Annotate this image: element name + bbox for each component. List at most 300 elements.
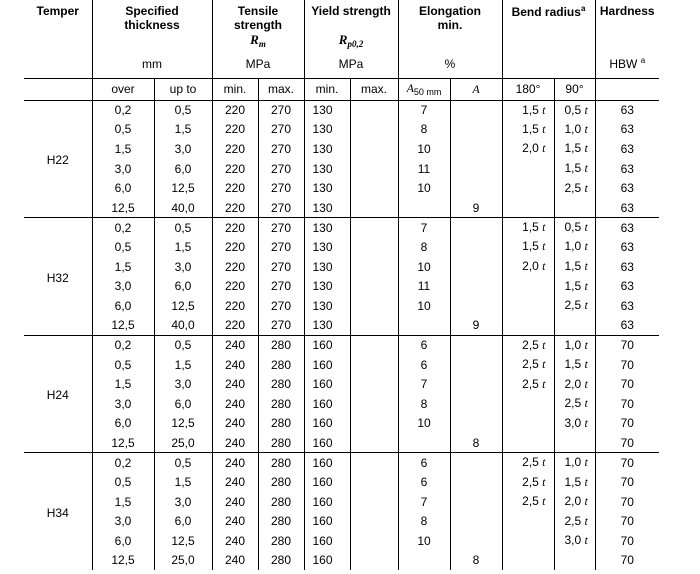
table-row	[24, 335, 659, 355]
up-to-header: up to	[154, 78, 212, 100]
table-row	[24, 159, 659, 179]
tensile-max-cell: 280	[258, 531, 304, 551]
thickness-over-cell: 3,0	[92, 276, 154, 296]
bend-90-cell: 3,0 t	[554, 414, 595, 434]
tensile-max-cell: 270	[258, 237, 304, 257]
elongation-a50-cell	[398, 198, 450, 218]
thickness-over-cell: 3,0	[92, 511, 154, 531]
elongation-a50-cell: 11	[398, 276, 450, 296]
bend-180-cell: 2,5 t	[502, 355, 554, 375]
bend-180-cell: 2,5 t	[502, 374, 554, 394]
hardness-cell: 70	[620, 553, 634, 568]
bend-radius-header: Bend radius$^a$	[502, 0, 595, 50]
thickness-up-to-cell: 40,0	[154, 316, 212, 336]
elongation-a50-cell	[398, 433, 450, 453]
thickness-over-cell: 12,5	[92, 198, 154, 218]
thickness-up-to-cell: 6,0	[154, 394, 212, 414]
temper-cell: H24	[24, 335, 92, 453]
tensile-unit: MPa	[212, 50, 304, 78]
table-row	[24, 139, 659, 159]
temper-cell: H32	[24, 218, 92, 336]
tensile-max-cell: 270	[258, 218, 304, 238]
thickness-over-cell: 0,2	[92, 335, 154, 355]
yield-min-cell: 160	[304, 433, 350, 453]
table-row	[24, 374, 659, 394]
yield-min-cell: 160	[304, 551, 350, 571]
tensile-min-cell: 220	[212, 276, 258, 296]
tensile-min-cell: 220	[212, 198, 258, 218]
tensile-min-cell: 240	[212, 374, 258, 394]
yield-max-cell	[350, 453, 398, 473]
thickness-over-cell: 6,0	[92, 414, 154, 434]
elongation-a-cell: 9	[450, 316, 502, 336]
table-row	[24, 472, 659, 492]
bend-90-cell: 1,5 t	[554, 355, 595, 375]
a50-header: $A_{50 mm}$	[398, 78, 450, 100]
hardness-cell: 63	[620, 141, 634, 156]
tensile-min-cell: 220	[212, 237, 258, 257]
bend-180-cell	[502, 296, 554, 316]
thickness-up-to-cell: 25,0	[154, 433, 212, 453]
yield-unit: MPa	[304, 50, 398, 78]
thickness-up-to-cell: 0,5	[154, 100, 212, 120]
bend-90-cell: 2,0 t	[554, 374, 595, 394]
thickness-over-cell: 12,5	[92, 551, 154, 571]
hardness-cell: 70	[620, 475, 634, 490]
tensile-min-cell: 240	[212, 394, 258, 414]
bend-90-cell: 1,0 t	[554, 120, 595, 140]
bend-180-cell	[502, 414, 554, 434]
thickness-header: Specified thickness	[92, 0, 212, 50]
bend-90-cell: 3,0 t	[554, 531, 595, 551]
bend-90-cell	[554, 316, 595, 336]
table-row	[24, 355, 659, 375]
bend-180-cell	[502, 551, 554, 571]
elongation-a-cell	[450, 120, 502, 140]
yield-max-cell	[350, 198, 398, 218]
bend-90-cell: 1,0 t	[554, 335, 595, 355]
temper-header: Temper	[24, 0, 92, 50]
yield-min-cell: 130	[304, 139, 350, 159]
tensile-max-cell: 270	[258, 139, 304, 159]
yield-max-cell	[350, 492, 398, 512]
yield-min-cell: 130	[304, 218, 350, 238]
yield-min-cell: 160	[304, 355, 350, 375]
elongation-a-cell	[450, 511, 502, 531]
tensile-max-cell: 280	[258, 355, 304, 375]
bend-180-cell	[502, 394, 554, 414]
elongation-a-cell	[450, 414, 502, 434]
yield-max-cell	[350, 511, 398, 531]
hardness-header: Hardness	[599, 4, 655, 18]
elongation-a50-cell: 10	[398, 531, 450, 551]
hardness-cell: 63	[595, 218, 659, 238]
yield-max-cell	[350, 178, 398, 198]
thickness-over-cell: 6,0	[92, 296, 154, 316]
over-header: over	[92, 78, 154, 100]
elongation-a-cell	[450, 453, 502, 473]
tensile-min-cell: 240	[212, 511, 258, 531]
yield-min-cell: 130	[304, 257, 350, 277]
yield-max-cell	[350, 237, 398, 257]
elongation-a50-cell: 11	[398, 159, 450, 179]
tensile-min-cell: 240	[212, 453, 258, 473]
elongation-a-cell	[450, 355, 502, 375]
bend-180-cell	[502, 159, 554, 179]
tensile-max-cell: 280	[258, 433, 304, 453]
tensile-strength-header: Tensile strength $R_m$	[212, 0, 304, 50]
tensile-min-cell: 220	[212, 100, 258, 120]
elongation-a-cell	[450, 531, 502, 551]
bend-180-cell	[502, 198, 554, 218]
yield-max-cell	[350, 472, 398, 492]
elongation-a50-cell: 8	[398, 511, 450, 531]
elongation-a50-cell: 6	[398, 335, 450, 355]
yield-min-cell: 160	[304, 414, 350, 434]
hardness-cell: 70	[620, 494, 634, 509]
tensile-max-cell: 270	[258, 257, 304, 277]
elongation-a50-cell: 7	[398, 374, 450, 394]
thickness-over-cell: 0,5	[92, 355, 154, 375]
table-row	[24, 511, 659, 531]
table-row	[24, 218, 659, 238]
yield-max-cell	[350, 316, 398, 336]
bend-90-cell: 2,5 t	[554, 296, 595, 316]
thickness-over-cell: 3,0	[92, 159, 154, 179]
temper-cell: H34	[24, 453, 92, 571]
elongation-a-cell	[450, 237, 502, 257]
thickness-up-to-cell: 6,0	[154, 159, 212, 179]
table-row	[24, 100, 659, 120]
hardness-cell: 70	[620, 377, 634, 392]
hardness-cell: 63	[620, 161, 634, 176]
bend-180-cell: 1,5 t	[502, 237, 554, 257]
yield-strength-header: Yield strength $R_{p0,2}$	[304, 0, 398, 50]
yield-min-cell: 130	[304, 198, 350, 218]
yield-max-cell	[350, 276, 398, 296]
elongation-a-cell	[450, 276, 502, 296]
tensile-min-cell: 220	[212, 218, 258, 238]
a-header: A	[450, 78, 502, 100]
tensile-min-cell: 240	[212, 472, 258, 492]
hardness-cell: 63	[620, 259, 634, 274]
elongation-a50-cell: 6	[398, 472, 450, 492]
thickness-unit: mm	[92, 50, 212, 78]
hardness-cell: 63	[620, 181, 634, 196]
elongation-a50-cell: 7	[398, 100, 450, 120]
table-row	[24, 276, 659, 296]
thickness-over-cell: 1,5	[92, 374, 154, 394]
bend-180-header: 180°	[502, 78, 554, 100]
bend-180-cell	[502, 511, 554, 531]
bend-180-cell: 1,5 t	[502, 120, 554, 140]
thickness-up-to-cell: 1,5	[154, 472, 212, 492]
temper-cell: H22	[24, 100, 92, 218]
tensile-max-cell: 270	[258, 120, 304, 140]
bend-180-cell	[502, 433, 554, 453]
tensile-max-cell: 280	[258, 414, 304, 434]
bend-180-cell	[502, 531, 554, 551]
tensile-max-cell: 280	[258, 394, 304, 414]
bend-90-cell: 1,5 t	[554, 139, 595, 159]
bend-90-cell: 2,5 t	[554, 511, 595, 531]
yield-min-cell: 130	[304, 159, 350, 179]
tensile-max-cell: 280	[258, 511, 304, 531]
table-row	[24, 178, 659, 198]
thickness-up-to-cell: 1,5	[154, 237, 212, 257]
hardness-cell: 63	[595, 100, 659, 120]
yield-min-cell: 130	[304, 178, 350, 198]
thickness-over-cell: 12,5	[92, 433, 154, 453]
bend-90-cell: 1,0 t	[554, 453, 595, 473]
yield-min-header: min.	[304, 78, 350, 100]
elongation-a50-cell: 8	[398, 120, 450, 140]
yield-max-cell	[350, 355, 398, 375]
tensile-min-cell: 240	[212, 355, 258, 375]
yield-max-cell	[350, 120, 398, 140]
thickness-up-to-cell: 6,0	[154, 511, 212, 531]
table-row	[24, 551, 659, 571]
elongation-a50-cell: 8	[398, 237, 450, 257]
bend-180-cell: 2,0 t	[502, 257, 554, 277]
table-row	[24, 316, 659, 336]
yield-max-cell	[350, 296, 398, 316]
elongation-a-cell	[450, 139, 502, 159]
yield-max-cell	[350, 100, 398, 120]
bend-180-cell: 2,0 t	[502, 139, 554, 159]
thickness-up-to-cell: 1,5	[154, 355, 212, 375]
bend-180-cell: 1,5 t	[502, 218, 554, 238]
yield-max-cell	[350, 159, 398, 179]
thickness-over-cell: 12,5	[92, 316, 154, 336]
elongation-a50-cell: 10	[398, 257, 450, 277]
bend-90-cell: 2,5 t	[554, 394, 595, 414]
elongation-a-cell	[450, 472, 502, 492]
tensile-min-cell: 220	[212, 257, 258, 277]
tensile-min-cell: 240	[212, 414, 258, 434]
thickness-over-cell: 0,2	[92, 453, 154, 473]
elongation-a50-cell	[398, 316, 450, 336]
table-row	[24, 257, 659, 277]
hardness-cell: 70	[620, 435, 634, 450]
tensile-symbol: $R_m$	[250, 32, 266, 49]
table-row	[24, 414, 659, 434]
bend-180-cell: 1,5 t	[502, 100, 554, 120]
tensile-min-cell: 220	[212, 139, 258, 159]
mechanical-properties-table	[24, 0, 659, 570]
elongation-a-cell	[450, 218, 502, 238]
yield-min-cell: 160	[304, 453, 350, 473]
bend-90-cell: 2,0 t	[554, 492, 595, 512]
tensile-min-cell: 240	[212, 433, 258, 453]
thickness-over-cell: 0,2	[92, 218, 154, 238]
hardness-cell: 63	[620, 318, 634, 333]
bend-90-cell: 1,5 t	[554, 276, 595, 296]
thickness-up-to-cell: 3,0	[154, 492, 212, 512]
elongation-a-cell	[450, 492, 502, 512]
bend-90-cell: 1,5 t	[554, 472, 595, 492]
table-row	[24, 433, 659, 453]
yield-max-cell	[350, 394, 398, 414]
thickness-up-to-cell: 12,5	[154, 414, 212, 434]
tensile-max-header: max.	[258, 78, 304, 100]
yield-min-cell: 160	[304, 335, 350, 355]
yield-min-cell: 130	[304, 276, 350, 296]
elongation-a-cell	[450, 374, 502, 394]
table-row	[24, 453, 659, 473]
hardness-cell: 70	[595, 335, 659, 355]
thickness-over-cell: 3,0	[92, 394, 154, 414]
bend-180-cell: 2,5 t	[502, 472, 554, 492]
thickness-up-to-cell: 6,0	[154, 276, 212, 296]
bend-180-cell	[502, 316, 554, 336]
thickness-up-to-cell: 0,5	[154, 218, 212, 238]
yield-min-cell: 160	[304, 472, 350, 492]
elongation-a-cell: 9	[450, 198, 502, 218]
thickness-over-cell: 1,5	[92, 492, 154, 512]
elongation-a-cell	[450, 100, 502, 120]
tensile-min-cell: 240	[212, 531, 258, 551]
elongation-header: Elongation min.	[398, 0, 502, 50]
table-row	[24, 394, 659, 414]
bend-180-cell	[502, 178, 554, 198]
tensile-max-cell: 280	[258, 374, 304, 394]
yield-min-cell: 130	[304, 237, 350, 257]
yield-max-header: max.	[350, 78, 398, 100]
elongation-a50-cell	[398, 551, 450, 571]
tensile-max-cell: 270	[258, 316, 304, 336]
elongation-a-cell	[450, 296, 502, 316]
hardness-cell: 70	[620, 396, 634, 411]
bend-90-cell: 0,5 t	[554, 100, 595, 120]
tensile-min-cell: 240	[212, 551, 258, 571]
thickness-over-cell: 1,5	[92, 257, 154, 277]
thickness-over-cell: 0,5	[92, 472, 154, 492]
hardness-cell: 63	[620, 298, 634, 313]
bend-90-cell: 0,5 t	[554, 218, 595, 238]
elongation-a50-cell: 6	[398, 453, 450, 473]
thickness-up-to-cell: 25,0	[154, 551, 212, 571]
yield-min-cell: 130	[304, 316, 350, 336]
elongation-a-cell	[450, 257, 502, 277]
bend-90-cell: 1,5 t	[554, 257, 595, 277]
bend-90-cell: 1,0 t	[554, 237, 595, 257]
thickness-up-to-cell: 0,5	[154, 335, 212, 355]
tensile-max-cell: 280	[258, 492, 304, 512]
bend-90-cell	[554, 198, 595, 218]
thickness-over-cell: 6,0	[92, 178, 154, 198]
tensile-min-cell: 240	[212, 335, 258, 355]
elongation-a50-cell: 7	[398, 492, 450, 512]
yield-max-cell	[350, 257, 398, 277]
bend-90-cell: 2,5 t	[554, 178, 595, 198]
bend-90-cell	[554, 551, 595, 571]
thickness-up-to-cell: 3,0	[154, 139, 212, 159]
yield-max-cell	[350, 139, 398, 159]
yield-min-cell: 130	[304, 100, 350, 120]
yield-max-cell	[350, 218, 398, 238]
elongation-a50-cell: 7	[398, 218, 450, 238]
elongation-a50-cell: 10	[398, 296, 450, 316]
thickness-up-to-cell: 40,0	[154, 198, 212, 218]
bend-90-header: 90°	[554, 78, 595, 100]
table-row	[24, 296, 659, 316]
thickness-over-cell: 0,5	[92, 237, 154, 257]
tensile-min-cell: 240	[212, 492, 258, 512]
bend-90-cell	[554, 433, 595, 453]
hardness-cell: 63	[620, 239, 634, 254]
elongation-a50-cell: 10	[398, 139, 450, 159]
tensile-min-header: min.	[212, 78, 258, 100]
bend-90-cell: 1,5 t	[554, 159, 595, 179]
hardness-cell: 63	[620, 200, 634, 215]
hardness-unit: HBW $^a$	[609, 56, 646, 72]
tensile-min-cell: 220	[212, 316, 258, 336]
elongation-a50-cell: 10	[398, 414, 450, 434]
bend-180-cell: 2,5 t	[502, 453, 554, 473]
elongation-unit: %	[398, 50, 502, 78]
thickness-up-to-cell: 3,0	[154, 374, 212, 394]
yield-max-cell	[350, 335, 398, 355]
tensile-min-cell: 220	[212, 296, 258, 316]
tensile-max-cell: 280	[258, 335, 304, 355]
tensile-max-cell: 270	[258, 198, 304, 218]
hardness-cell: 70	[620, 357, 634, 372]
tensile-min-cell: 220	[212, 120, 258, 140]
bend-180-cell: 2,5 t	[502, 335, 554, 355]
table-row	[24, 237, 659, 257]
table-row	[24, 492, 659, 512]
tensile-max-cell: 280	[258, 472, 304, 492]
hardness-cell: 70	[620, 514, 634, 529]
elongation-a-cell: 8	[450, 433, 502, 453]
yield-max-cell	[350, 374, 398, 394]
elongation-a50-cell: 6	[398, 355, 450, 375]
table-row	[24, 198, 659, 218]
elongation-a50-cell: 8	[398, 394, 450, 414]
yield-min-cell: 130	[304, 120, 350, 140]
yield-min-cell: 130	[304, 296, 350, 316]
elongation-a-cell	[450, 159, 502, 179]
yield-max-cell	[350, 433, 398, 453]
thickness-up-to-cell: 12,5	[154, 531, 212, 551]
yield-max-cell	[350, 414, 398, 434]
yield-min-cell: 160	[304, 374, 350, 394]
yield-min-cell: 160	[304, 394, 350, 414]
tensile-min-cell: 220	[212, 159, 258, 179]
thickness-over-cell: 6,0	[92, 531, 154, 551]
hardness-cell: 63	[620, 122, 634, 137]
thickness-up-to-cell: 12,5	[154, 178, 212, 198]
table-row	[24, 120, 659, 140]
tensile-max-cell: 270	[258, 178, 304, 198]
yield-symbol: $R_{p0,2}$	[338, 32, 364, 49]
tensile-max-cell: 270	[258, 100, 304, 120]
elongation-a50-cell: 10	[398, 178, 450, 198]
bend-180-cell	[502, 276, 554, 296]
tensile-min-cell: 220	[212, 178, 258, 198]
table-row	[24, 531, 659, 551]
elongation-a-cell	[450, 178, 502, 198]
yield-max-cell	[350, 551, 398, 571]
hardness-cell: 70	[620, 533, 634, 548]
yield-max-cell	[350, 531, 398, 551]
hardness-cell: 70	[620, 416, 634, 431]
thickness-over-cell: 0,2	[92, 100, 154, 120]
tensile-max-cell: 280	[258, 453, 304, 473]
elongation-a-cell	[450, 394, 502, 414]
yield-min-cell: 160	[304, 511, 350, 531]
